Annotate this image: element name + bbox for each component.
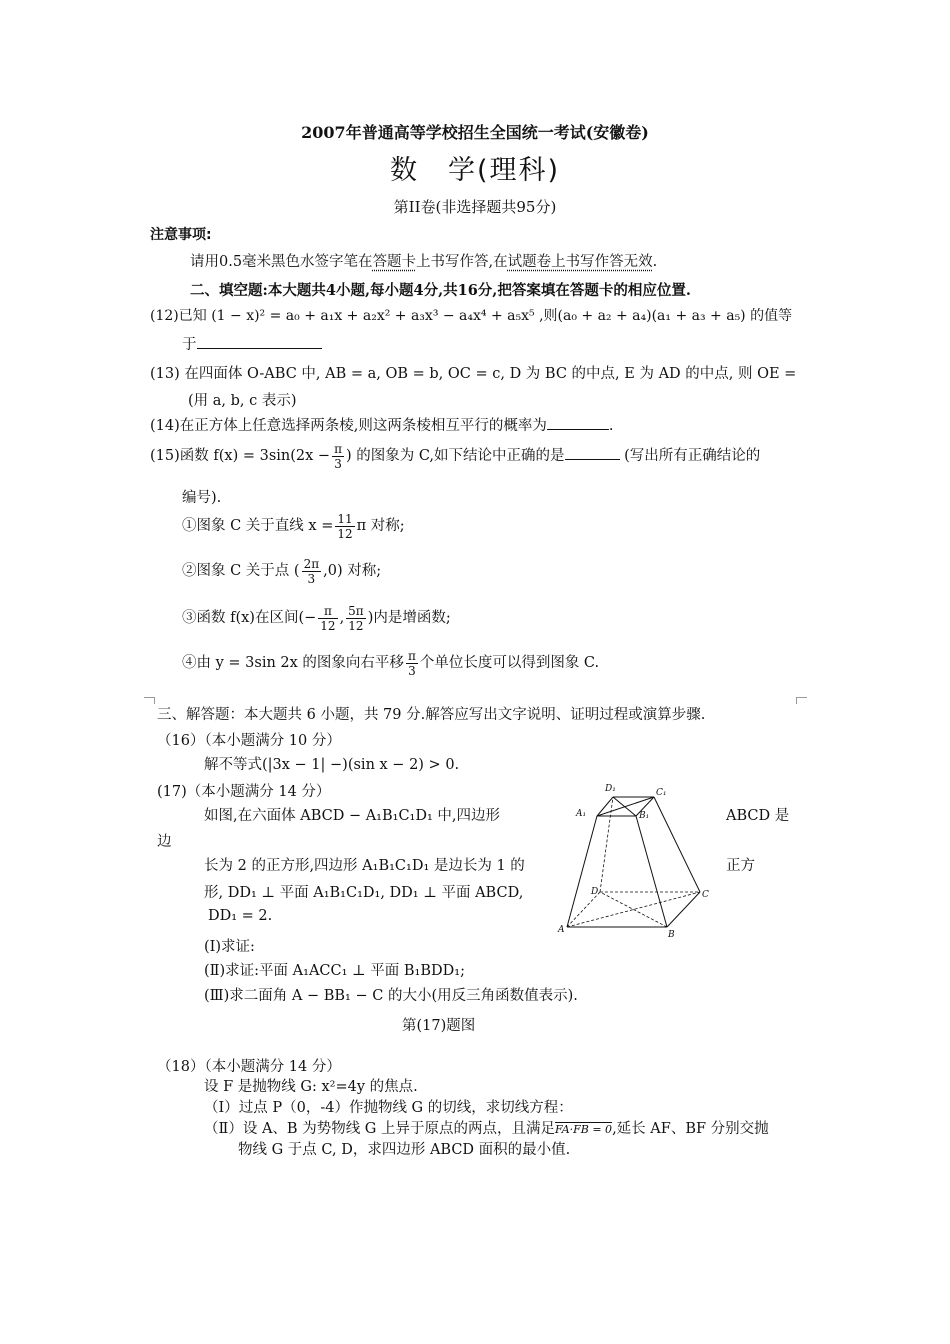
label-b1: B₁: [639, 811, 650, 821]
q15-frac-pi-3: $\frac{\pi}{3}$: [334, 441, 342, 471]
label-b: B: [668, 930, 675, 940]
q13-line2: (用 a, b, c 表示): [188, 393, 297, 409]
q17-line1: 如图,在六面体 ABCD − A₁B₁C₁D₁ 中,四边形: [204, 808, 501, 824]
notice-body: 请用0.5毫米黑色水签字笔在答题卡上书写作答,在试题卷上书写作答无效.: [190, 254, 658, 270]
edge-cc1: [654, 797, 700, 892]
notice-title: 注意事项:: [150, 227, 212, 243]
label-c: C: [702, 890, 709, 900]
volume-title: 第II卷(非选择题共95分): [393, 198, 557, 216]
q12-line2: 于: [182, 333, 322, 354]
q18-line4: 物线 G 于点 C, D，求四边形 ABCD 面积的最小值.: [238, 1142, 571, 1158]
q14-answer-blank[interactable]: [547, 415, 609, 430]
edge-bc: [667, 892, 700, 927]
q17-line4: DD₁ = 2.: [208, 908, 273, 924]
q17-line2: 长为 2 的正方形,四边形 A₁B₁C₁D₁ 是边长为 1 的: [204, 858, 525, 874]
top-diag-2: [613, 797, 636, 816]
q13-line1: (13) 在四面体 O-ABC 中, AB = a, OB = b, OC = c, D 为 BC 的中点, E 为 AD 的中点, 则 OE =: [150, 366, 797, 382]
q17-caption: 第(17)题图: [402, 1018, 476, 1034]
q16-body: 解不等式(|3x − 1| −)(sin x − 2) > 0.: [204, 757, 460, 773]
q17-part3: (Ⅲ)求二面角 A − BB₁ − C 的大小(用反三角函数值表示).: [204, 988, 578, 1004]
crop-mark-right: [796, 697, 807, 704]
q14-line: (14)在正方体上任意选择两条棱,则这两条棱相互平行的概率为 .: [150, 414, 613, 435]
edge-dd1: [600, 797, 613, 892]
q18-title: （18）（本小题满分 14 分）: [157, 1059, 341, 1075]
q18-line3: （Ⅱ）设 A、B 为势物线 G 上异于原点的两点，且满足FA·FB = 0,延长 AF、BF 分别交抛: [204, 1121, 769, 1137]
section2-heading: 二、填空题:本大题共4小题,每小题4分,共16分,把答案填在答题卡的相应位置.: [190, 282, 691, 299]
q12-line1: (12)已知 (1 − x)² = a₀ + a₁x + a₂x² + a₃x³ − a₄x⁴ + a₅x⁵ ,则(a₀ + a₂ + a₄)(a₁ + a₃ + a₅) 的值等: [150, 308, 793, 324]
label-c1: C₁: [656, 788, 667, 798]
label-d1: D₁: [605, 784, 616, 794]
edge-aa1: [567, 816, 597, 927]
label-a1: A₁: [576, 809, 587, 819]
q18-line1: 设 F 是抛物线 G: x²=4y 的焦点.: [204, 1079, 418, 1095]
label-a: A: [558, 925, 565, 935]
q12-answer-blank[interactable]: [197, 334, 322, 349]
q17-title: (17)（本小题满分 14 分）: [157, 784, 331, 800]
q15-option-3: ③函数 f(x)在区间(− $\frac{\pi}{12}$ , $\frac{5\pi}{12}$ )内是增函数;: [182, 603, 451, 633]
q17-line2-right: 正方: [726, 858, 755, 874]
q17-line1-right: ABCD 是: [726, 808, 790, 824]
q17-line3: 形, DD₁ ⊥ 平面 A₁B₁C₁D₁, DD₁ ⊥ 平面 ABCD,: [204, 885, 524, 901]
hexahedron-figure: [555, 780, 725, 945]
q15-option-1: ①图象 C 关于直线 x = $\frac{11}{12}$ π 对称;: [182, 511, 405, 541]
q15-line1: (15)函数 f(x) = 3sin(2x − $\frac{\pi}{3}$ ) 的图象为 C,如下结论中正确的是 (写出所有正确结论的: [150, 441, 761, 471]
q15-line2: 编号).: [182, 490, 222, 506]
diag-bd: [600, 892, 667, 927]
exam-title: 2007年普通高等学校招生全国统一考试(安徽卷): [301, 123, 649, 142]
q16-title: （16）（本小题满分 10 分）: [157, 733, 341, 749]
q18-vector-condition: FA·FB = 0: [555, 1123, 613, 1136]
crop-mark-left: [144, 697, 155, 704]
q18-line2: （Ⅰ）过点 P（0，-4）作抛物线 G 的切线，求切线方程：: [204, 1100, 573, 1116]
q17-line1-wrap: 边: [157, 834, 172, 850]
q15-option-2: ②图象 C 关于点 ( $\frac{2\pi}{3}$ ,0) 对称;: [182, 556, 382, 586]
q15-answer-blank[interactable]: [565, 445, 620, 460]
q17-part2: (Ⅱ)求证:平面 A₁ACC₁ ⊥ 平面 B₁BDD₁;: [204, 963, 465, 979]
edge-bb1: [636, 816, 667, 927]
label-d: D: [591, 887, 599, 897]
subject-title: 数 学(理科): [389, 155, 561, 186]
section3-heading: 三、解答题：本大题共 6 小题，共 79 分.解答应写出文字说明、证明过程或演算步骤.: [157, 707, 706, 723]
q17-part1: (Ⅰ)求证:: [204, 939, 255, 955]
q15-option-4: ④由 y = 3sin 2x 的图象向右平移 $\frac{\pi}{3}$ 个单位长度可以得到图象 C.: [182, 648, 600, 678]
